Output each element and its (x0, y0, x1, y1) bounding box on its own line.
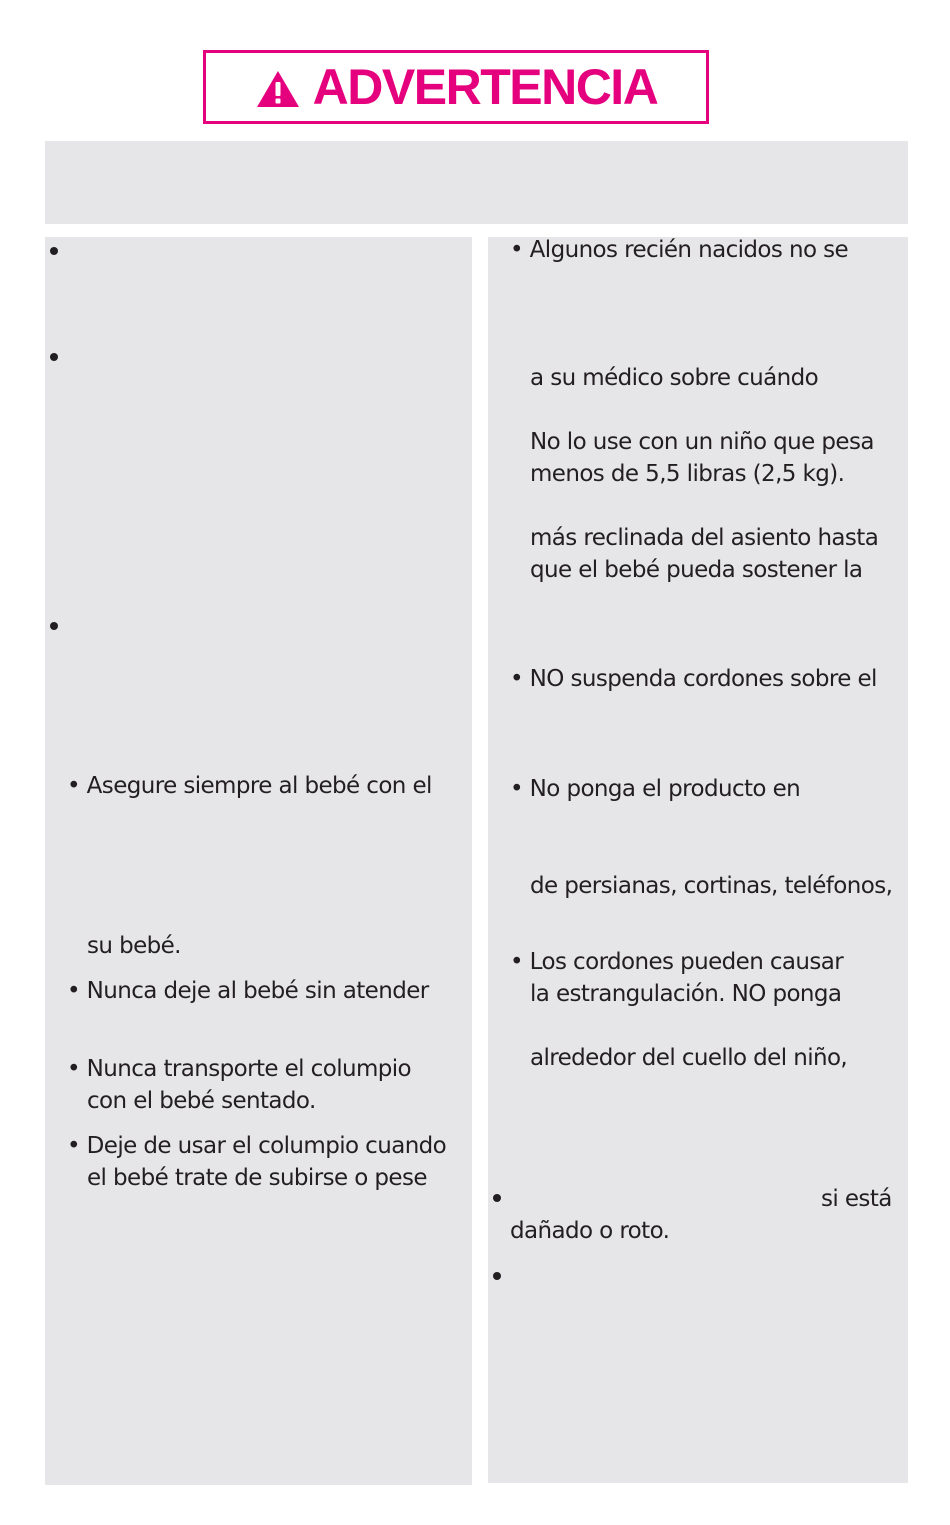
list-item-continuation: a su médico sobre cuándo (530, 365, 819, 391)
list-item: • Deje de usar el columpio cuando (67, 1133, 447, 1159)
left-column-panel (45, 237, 472, 1485)
bullet-marker (50, 247, 58, 255)
list-item: • NO suspenda cordones sobre el (510, 666, 877, 692)
list-item-continuation: la estrangulación. NO ponga (530, 981, 842, 1007)
list-item-continuation: que el bebé pueda sostener la (530, 557, 863, 583)
list-item: • Nunca transporte el columpio (67, 1056, 412, 1082)
list-item-continuation: menos de 5,5 libras (2,5 kg). (530, 461, 845, 487)
list-item: • Los cordones pueden causar (510, 949, 844, 975)
list-item-continuation: su bebé. (87, 933, 181, 959)
list-item-continuation: el bebé trate de subirse o pese (87, 1165, 427, 1191)
warning-header (203, 50, 709, 124)
intro-panel (45, 141, 908, 224)
warning-triangle-icon (255, 69, 301, 109)
list-item: • Algunos recién nacidos no se (510, 237, 849, 263)
list-item-continuation: con el bebé sentado. (87, 1088, 316, 1114)
list-item-continuation: de persianas, cortinas, teléfonos, (530, 873, 893, 899)
list-item: • Asegure siempre al bebé con el (67, 773, 432, 799)
list-item: • Nunca deje al bebé sin atender (67, 978, 429, 1004)
bullet-marker (50, 353, 58, 361)
list-item: • No ponga el producto en (510, 776, 801, 802)
bullet-marker (50, 622, 58, 630)
list-item-continuation: No lo use con un niño que pesa (530, 429, 874, 455)
list-item-continuation: alrededor del cuello del niño, (530, 1045, 848, 1071)
list-item-fragment: si está (821, 1186, 892, 1212)
list-item-continuation: dañado o roto. (510, 1218, 670, 1244)
right-column-panel (488, 237, 908, 1483)
bullet-marker (493, 1272, 501, 1280)
warning-title: ADVERTENCIA (312, 59, 658, 115)
bullet-marker (493, 1194, 501, 1202)
list-item-continuation: más reclinada del asiento hasta (530, 525, 879, 551)
